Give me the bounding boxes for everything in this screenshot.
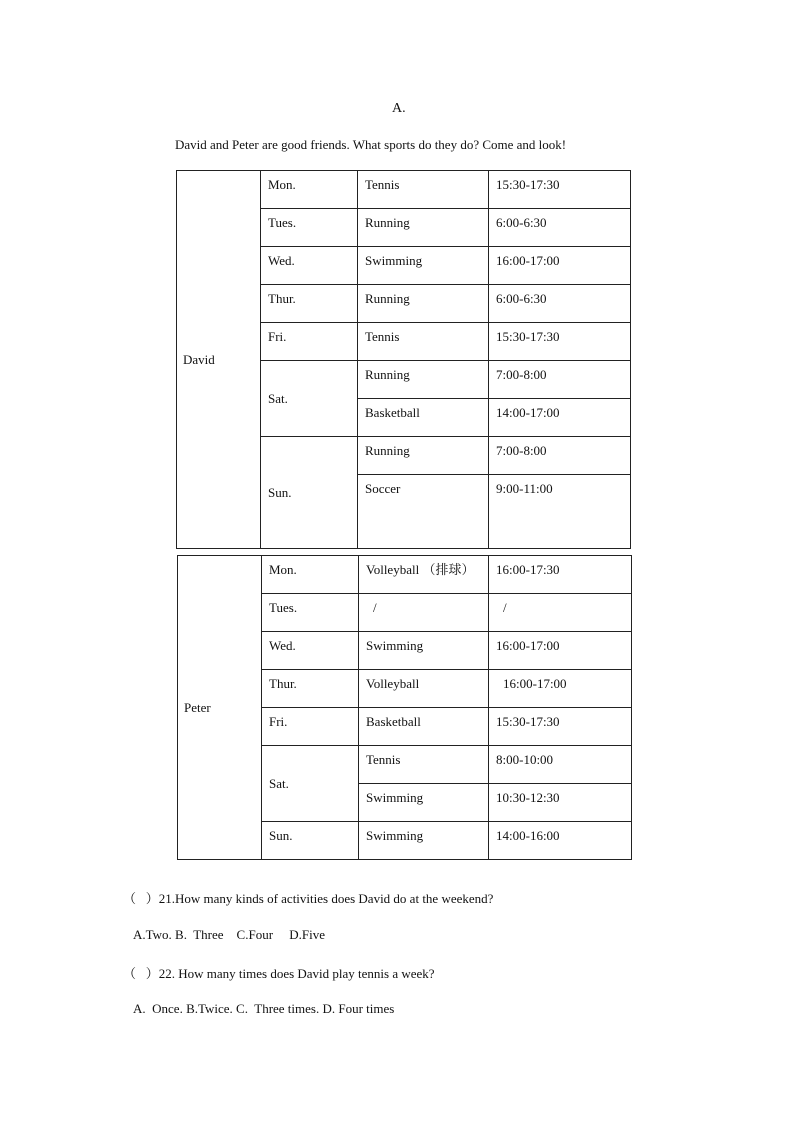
activity-cell: Running [358, 285, 489, 323]
activity-cell: Basketball [358, 399, 489, 437]
student-name-peter: Peter [178, 556, 262, 860]
activity-cell: Tennis [358, 171, 489, 209]
day-cell: Sat. [262, 746, 359, 822]
time-cell: 15:30-17:30 [489, 171, 631, 209]
time-cell: 10:30-12:30 [489, 784, 632, 822]
activity-cell: Volleyball （排球） [359, 556, 489, 594]
day-cell: Sat. [261, 361, 358, 437]
time-cell: 16:00-17:00 [489, 670, 632, 708]
activity-cell: Running [358, 437, 489, 475]
time-cell: 14:00-17:00 [489, 399, 631, 437]
question-22: （ ）22. How many times does David play tennis a week? [123, 966, 435, 981]
day-cell: Mon. [261, 171, 358, 209]
day-cell: Tues. [262, 594, 359, 632]
time-cell: 9:00-11:00 [489, 475, 631, 549]
day-cell: Thur. [261, 285, 358, 323]
activity-cell: Swimming [359, 784, 489, 822]
day-cell: Fri. [262, 708, 359, 746]
time-cell: 7:00-8:00 [489, 437, 631, 475]
peter-schedule-table [177, 555, 632, 860]
question-21: （ ）21.How many kinds of activities does David do at the weekend? [123, 891, 494, 906]
activity-cell: Swimming [359, 632, 489, 670]
time-cell: 15:30-17:30 [489, 708, 632, 746]
day-cell: Mon. [262, 556, 359, 594]
activity-cell: / [359, 594, 489, 632]
question-22-options: A. Once. B.Twice. C. Three times. D. Four times [133, 1001, 395, 1016]
intro-text: David and Peter are good friends. What sports do they do? Come and look! [175, 137, 567, 152]
day-cell: Tues. [261, 209, 358, 247]
day-cell: Wed. [262, 632, 359, 670]
time-cell: 16:00-17:30 [489, 556, 632, 594]
day-cell: Wed. [261, 247, 358, 285]
activity-cell: Tennis [358, 323, 489, 361]
activity-cell: Soccer [358, 475, 489, 549]
table-row [177, 171, 631, 209]
activity-cell: Running [358, 361, 489, 399]
time-cell: 14:00-16:00 [489, 822, 632, 860]
day-cell: Sun. [262, 822, 359, 860]
day-cell: Sun. [261, 437, 358, 549]
activity-cell: Volleyball [359, 670, 489, 708]
time-cell: 15:30-17:30 [489, 323, 631, 361]
activity-cell: Running [358, 209, 489, 247]
day-cell: Thur. [262, 670, 359, 708]
activity-cell: Tennis [359, 746, 489, 784]
student-name-david: David [177, 171, 261, 549]
david-schedule-table [176, 170, 631, 549]
activity-cell: Basketball [359, 708, 489, 746]
day-cell: Fri. [261, 323, 358, 361]
time-cell: 16:00-17:00 [489, 632, 632, 670]
section-heading: A. [392, 101, 406, 116]
activity-cell: Swimming [358, 247, 489, 285]
time-cell: 8:00-10:00 [489, 746, 632, 784]
time-cell: 6:00-6:30 [489, 209, 631, 247]
time-cell: 16:00-17:00 [489, 247, 631, 285]
time-cell: 6:00-6:30 [489, 285, 631, 323]
table-row [178, 556, 632, 594]
time-cell: 7:00-8:00 [489, 361, 631, 399]
time-cell: / [489, 594, 632, 632]
activity-cell: Swimming [359, 822, 489, 860]
question-21-options: A.Two. B. Three C.Four D.Five [133, 927, 326, 942]
